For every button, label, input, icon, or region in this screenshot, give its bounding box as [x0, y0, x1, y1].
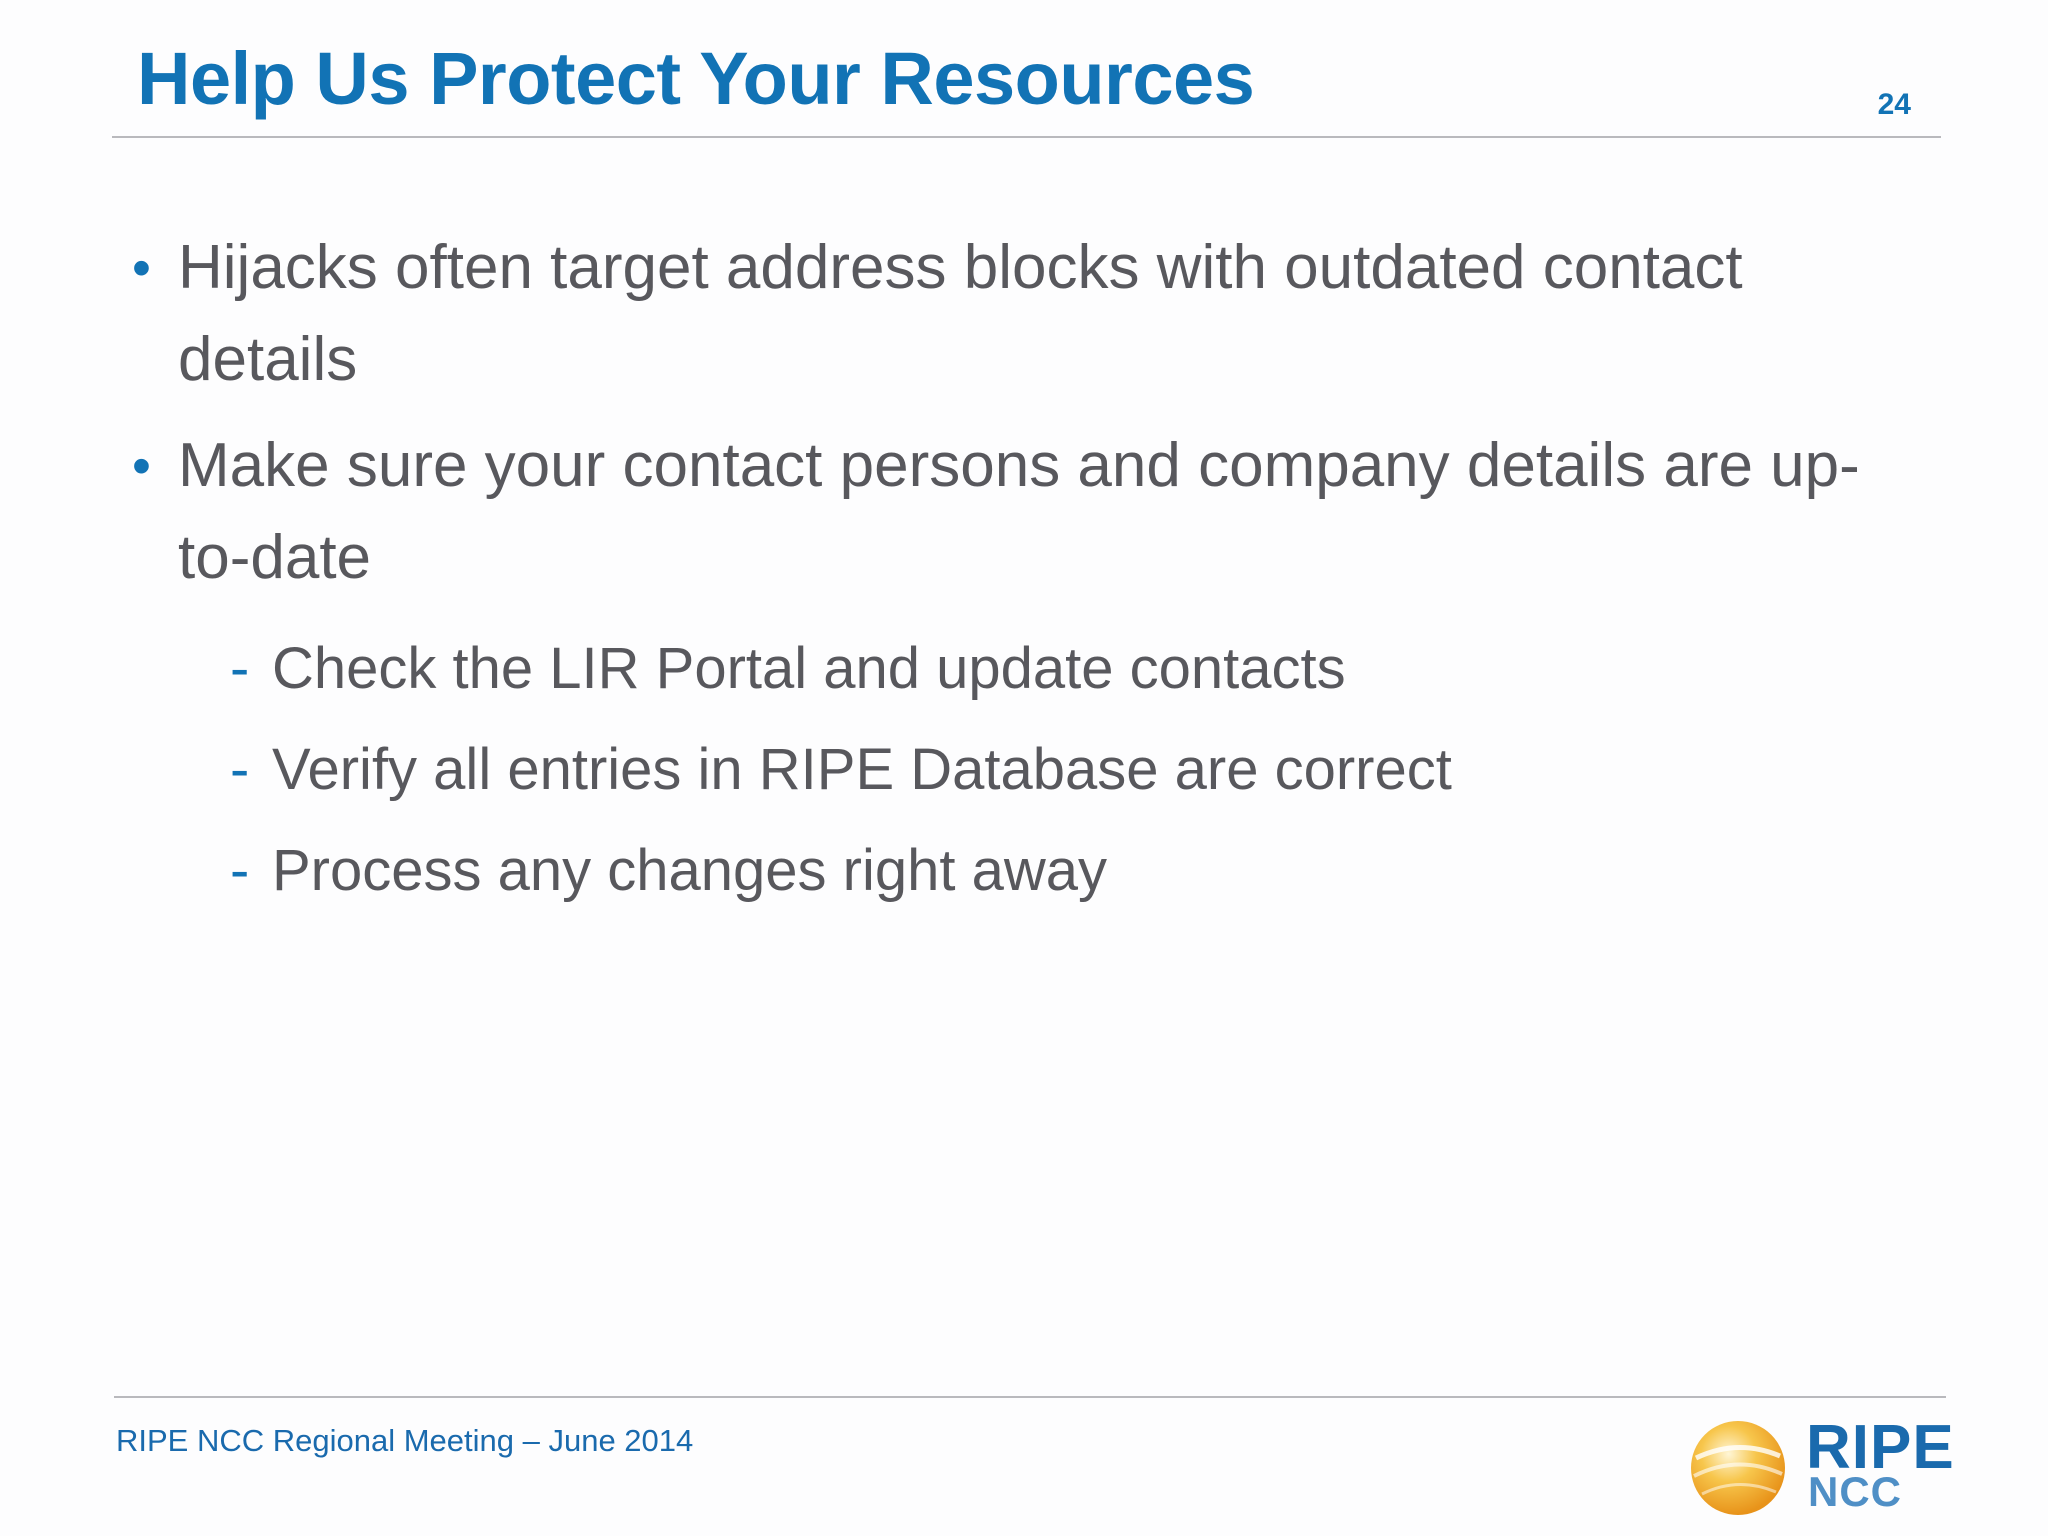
bullet-item [128, 420, 1888, 604]
logo-ncc-text: NCC [1808, 1468, 1902, 1515]
dash-marker: - [230, 737, 250, 802]
sub-bullet-list [128, 618, 1888, 921]
slide-title: Help Us Protect Your Resources [137, 37, 1255, 120]
bullet-text: Make sure your contact persons and company details are up-to-date [178, 431, 1860, 592]
sub-bullet-text: Check the LIR Portal and update contacts [272, 636, 1346, 701]
sub-bullet-text: Verify all entries in RIPE Database are correct [272, 737, 1452, 802]
dash-marker: - [230, 636, 250, 701]
sub-bullet-text: Process any changes right away [272, 838, 1107, 903]
bullet-text: Hijacks often target address blocks with outdated contact details [178, 233, 1743, 394]
globe-icon [1688, 1418, 1788, 1518]
title-divider [112, 136, 1941, 138]
sub-bullet-item [128, 820, 1888, 921]
bullet-item [128, 222, 1888, 406]
bullet-marker: • [132, 436, 151, 496]
bullet-list [128, 222, 1888, 921]
dash-marker: - [230, 838, 250, 903]
ripe-ncc-logo [1688, 1413, 1955, 1522]
sub-bullet-item [128, 719, 1888, 820]
footer-meeting-text: RIPE NCC Regional Meeting – June 2014 [116, 1423, 694, 1458]
bullet-marker: • [132, 238, 151, 298]
sub-bullet-item [128, 618, 1888, 719]
page-number: 24 [1877, 88, 1911, 121]
logo-ripe-text: RIPE [1806, 1413, 1955, 1482]
footer-divider [114, 1396, 1946, 1398]
